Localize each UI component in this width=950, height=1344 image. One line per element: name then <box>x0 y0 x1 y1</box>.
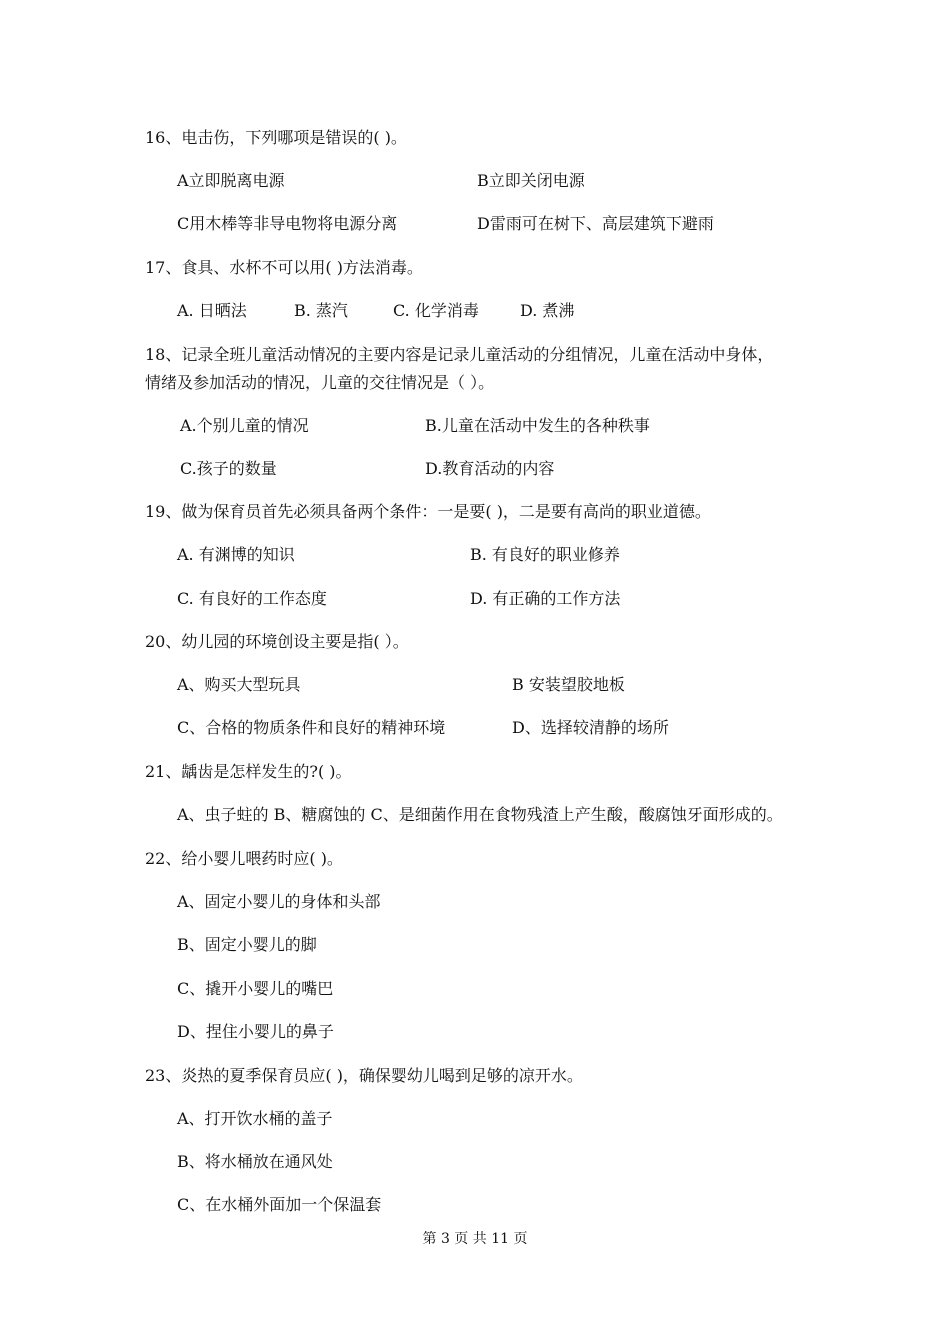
question-16-option-b: B立即关闭电源 <box>477 171 585 190</box>
question-22-option-c: C、撬开小婴儿的嘴巴 <box>177 979 334 998</box>
question-20-stem: 20、幼儿园的环境创设主要是指( ）。 <box>145 632 409 651</box>
question-19-option-a: A. 有渊博的知识 <box>177 545 295 564</box>
question-18-option-a: A.个别儿童的情况 <box>180 416 309 435</box>
question-16-stem: 16、电击伤，下列哪项是错误的( )。 <box>145 128 407 147</box>
question-20-option-a: A、购买大型玩具 <box>177 675 301 694</box>
question-16-option-a: A立即脱离电源 <box>177 171 285 190</box>
question-22-stem: 22、给小婴儿喂药时应( )。 <box>145 849 343 868</box>
question-16-option-c: C用木棒等非导电物将电源分离 <box>177 214 398 233</box>
question-20-option-b: B 安装望胶地板 <box>512 675 625 694</box>
question-17-option-a: A. 日晒法 <box>177 301 247 320</box>
question-17-option-d: D. 煮沸 <box>520 301 575 320</box>
question-18-option-c: C.孩子的数量 <box>180 459 277 478</box>
question-19-option-d: D. 有正确的工作方法 <box>470 589 621 608</box>
question-18-stem-line-1: 18、记录全班儿童活动情况的主要内容是记录儿童活动的分组情况，儿童在活动中身体， <box>145 345 774 364</box>
question-18-stem-line-2: 情绪及参加活动的情况，儿童的交往情况是（ ）。 <box>145 373 495 392</box>
question-23-stem: 23、炎热的夏季保育员应( )，确保婴幼儿喝到足够的凉开水。 <box>145 1066 583 1085</box>
question-22-option-b: B、固定小婴儿的脚 <box>177 935 317 954</box>
question-17-option-c: C. 化学消毒 <box>393 301 479 320</box>
question-19-stem: 19、做为保育员首先必须具备两个条件：一是要( )，二是要有高尚的职业道德。 <box>145 502 711 521</box>
question-22-option-a: A、固定小婴儿的身体和头部 <box>177 892 381 911</box>
question-19-option-b: B. 有良好的职业修养 <box>470 545 620 564</box>
question-17-option-b: B. 蒸汽 <box>294 301 348 320</box>
question-17-stem: 17、食具、水杯不可以用( )方法消毒。 <box>145 258 423 277</box>
question-23-option-b: B、将水桶放在通风处 <box>177 1152 333 1171</box>
question-23-option-a: A、打开饮水桶的盖子 <box>177 1109 333 1128</box>
question-23-option-c: C、在水桶外面加一个保温套 <box>177 1195 382 1214</box>
question-21-stem: 21、龋齿是怎样发生的?( )。 <box>145 762 352 781</box>
question-21-options: A、虫子蛀的 B、糖腐蚀的 C、是细菌作用在食物残渣上产生酸，酸腐蚀牙面形成的。 <box>177 805 783 824</box>
question-20-option-d: D、选择较清静的场所 <box>512 718 669 737</box>
question-19-option-c: C. 有良好的工作态度 <box>177 589 327 608</box>
question-18-option-d: D.教育活动的内容 <box>425 459 555 478</box>
question-22-option-d: D、捏住小婴儿的鼻子 <box>177 1022 334 1041</box>
question-20-option-c: C、合格的物质条件和良好的精神环境 <box>177 718 446 737</box>
question-18-option-b: B.儿童在活动中发生的各种秩事 <box>425 416 650 435</box>
page-number: 第 3 页 共 11 页 <box>422 1231 528 1247</box>
question-16-option-d: D雷雨可在树下、高层建筑下避雨 <box>477 214 714 233</box>
